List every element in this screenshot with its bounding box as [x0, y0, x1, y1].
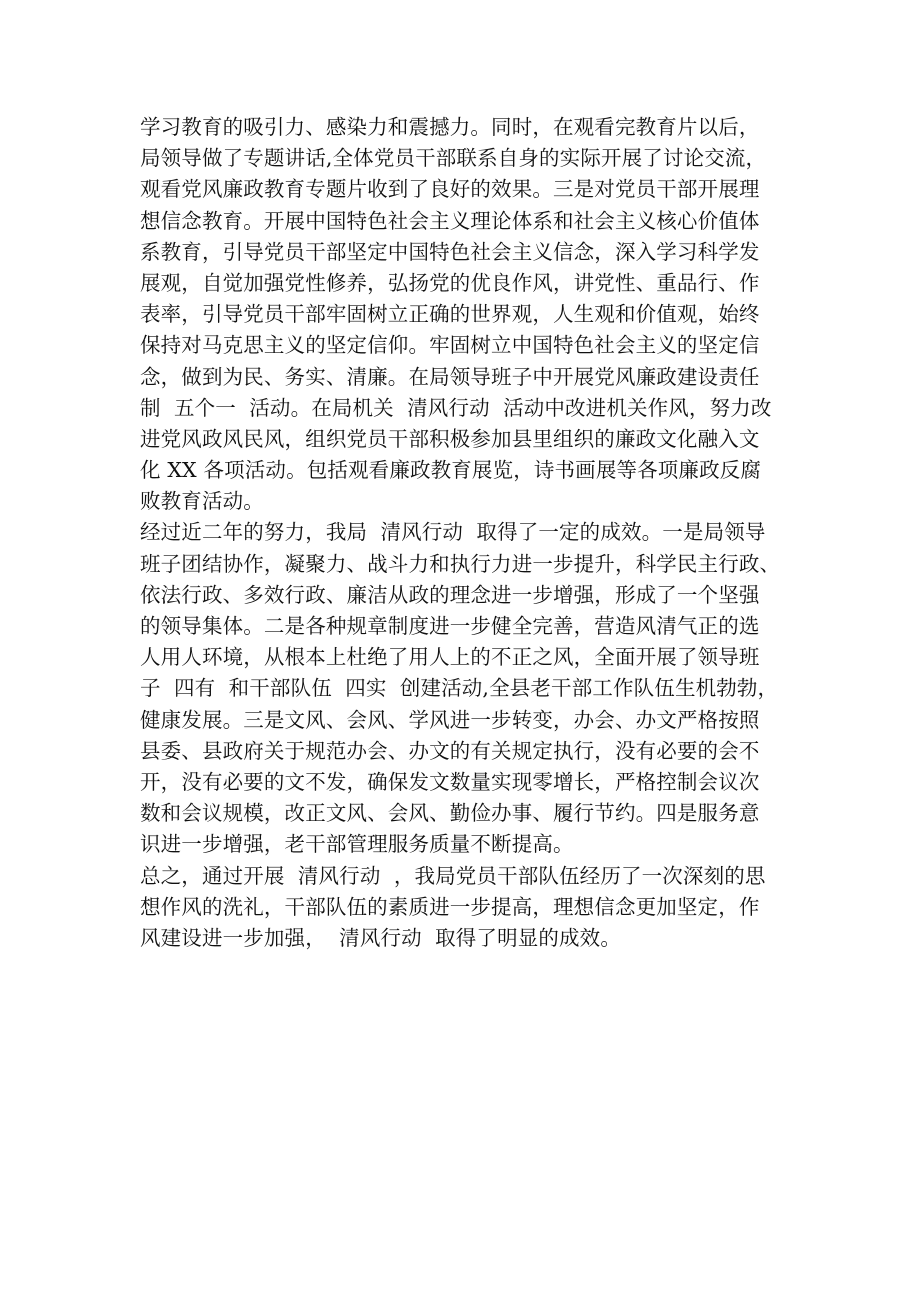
text-line: 的领导集体。二是各种规章制度进一步健全完善，营造风清气正的选: [140, 614, 760, 638]
text-line: 想作风的洗礼，干部队伍的素质进一步提高，理想信念更加坚定，作: [140, 894, 760, 919]
text-line: 制 五个一 活动。在局机关 清风行动 活动中改进机关作风，努力改: [140, 395, 772, 420]
text-line: 念，做到为民、务实、清廉。在局领导班子中开展党风廉政建设责任: [140, 364, 760, 389]
document-body: [140, 112, 780, 954]
text-line: 系教育，引导党员干部坚定中国特色社会主义信念，深入学习科学发: [140, 239, 760, 264]
text-line: 败教育活动。: [140, 489, 264, 514]
text-line: 依法行政、多效行政、廉洁从政的理念进一步增强，形成了一个坚强: [140, 582, 760, 607]
text-line: 局领导做了专题讲话,全体党员干部联系自身的实际开展了讨论交流，: [140, 146, 767, 171]
text-line: 开，没有必要的文不发，确保发文数量实现零增长，严格控制会议次: [140, 769, 760, 794]
text-line: 展观，自觉加强党性修养，弘扬党的优良作风，讲党性、重品行、作: [140, 270, 760, 295]
text-line: 学习教育的吸引力、感染力和震撼力。同时，在观看完教育片以后，: [140, 115, 760, 139]
text-line: 想信念教育。开展中国特色社会主义理论体系和社会主义核心价值体: [140, 208, 760, 233]
text-line: 县委、县政府关于规范办会、办文的有关规定执行，没有必要的会不: [140, 738, 760, 763]
text-line: 观看党风廉政教育专题片收到了良好的效果。三是对党员干部开展理: [140, 177, 760, 202]
text-line: 数和会议规模，改正文风、会风、勤俭办事、履行节约。四是服务意: [140, 801, 760, 826]
text-line: 风建设进一步加强， 清风行动 取得了明显的成效。: [140, 925, 621, 950]
text-line: 人用人环境，从根本上杜绝了用人上的不正之风，全面开展了领导班: [140, 645, 760, 670]
text-line: 班子团结协作，凝聚力、战斗力和执行力进一步提升，科学民主行政、: [140, 551, 781, 576]
text-line: 健康发展。三是文风、会风、学风进一步转变，办会、办文严格按照: [140, 707, 760, 732]
text-line: 进党风政风民风，组织党员干部积极参加县里组织的廉政文化融入文: [140, 426, 760, 451]
text-line: 总之，通过开展 清风行动 ，我局党员干部队伍经历了一次深刻的思: [140, 863, 766, 888]
text-line: 保持对马克思主义的坚定信仰。牢固树立中国特色社会主义的坚定信: [140, 333, 760, 358]
text-line: 表率，引导党员干部牢固树立正确的世界观，人生观和价值观，始终: [140, 302, 760, 327]
text-line: 经过近二年的努力，我局 清风行动 取得了一定的成效。一是局领导: [140, 520, 766, 545]
text-line: 识进一步增强，老干部管理服务质量不断提高。: [140, 832, 574, 857]
text-line: 子 四有 和干部队伍 四实 创建活动,全县老干部工作队伍生机勃勃，: [140, 676, 779, 701]
text-line: 化 XX 各项活动。包括观看廉政教育展览，诗书画展等各项廉政反腐: [140, 458, 762, 483]
